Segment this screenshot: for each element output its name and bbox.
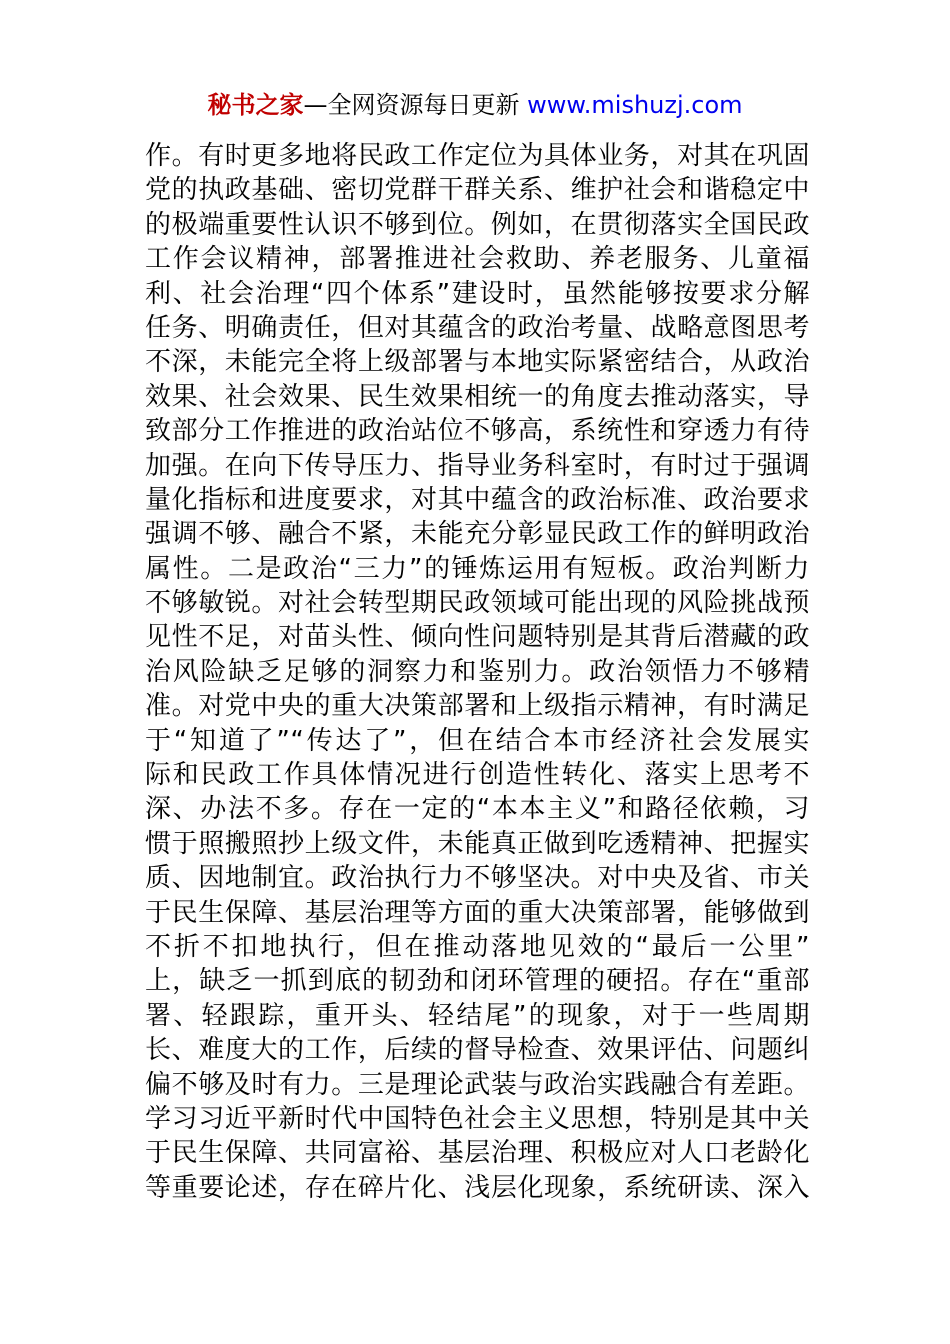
text-line: 准。对党中央的重大决策部署和上级指示精神，有时满足 bbox=[145, 691, 810, 722]
text-line: 等重要论述，存在碎片化、浅层化现象，系统研读、深入 bbox=[145, 1172, 810, 1203]
text-line: 惯于照搬照抄上级文件，未能真正做到吃透精神、把握实 bbox=[145, 828, 810, 859]
text-line: 利、社会治理“四个体系”建设时，虽然能够按要求分解 bbox=[145, 278, 810, 309]
text-line: 致部分工作推进的政治站位不够高，系统性和穿透力有待 bbox=[145, 416, 810, 447]
text-line: 于“知道了”“传达了”，但在结合本市经济社会发展实 bbox=[145, 725, 810, 756]
text-line: 偏不够及时有力。三是理论武装与政治实践融合有差距。 bbox=[145, 1069, 810, 1100]
text-line: 量化指标和进度要求，对其中蕴含的政治标准、政治要求 bbox=[145, 484, 810, 515]
site-slogan: —全网资源每日更新 bbox=[303, 91, 528, 119]
text-line: 作。有时更多地将民政工作定位为具体业务，对其在巩固 bbox=[145, 141, 810, 171]
text-line: 学习习近平新时代中国特色社会主义思想，特别是其中关 bbox=[145, 1103, 810, 1134]
site-url-link[interactable]: www.mishuzj.com bbox=[527, 91, 743, 119]
text-line: 党的执政基础、密切党群干群关系、维护社会和谐稳定中 bbox=[145, 175, 810, 206]
text-line: 见性不足，对苗头性、倾向性问题特别是其背后潜藏的政 bbox=[145, 622, 810, 653]
page-header bbox=[0, 88, 950, 122]
text-line: 于民生保障、基层治理等方面的重大决策部署，能够做到 bbox=[145, 897, 810, 928]
document-body bbox=[145, 139, 810, 1205]
text-line: 加强。在向下传导压力、指导业务科室时，有时过于强调 bbox=[145, 450, 810, 481]
text-line: 不够敏锐。对社会转型期民政领域可能出现的风险挑战预 bbox=[145, 588, 810, 619]
text-line: 于民生保障、共同富裕、基层治理、积极应对人口老龄化 bbox=[145, 1138, 810, 1169]
text-line: 强调不够、融合不紧，未能充分彰显民政工作的鲜明政治 bbox=[145, 519, 810, 550]
text-line: 效果、社会效果、民生效果相统一的角度去推动落实，导 bbox=[145, 381, 810, 412]
text-line: 质、因地制宜。政治执行力不够坚决。对中央及省、市关 bbox=[145, 863, 810, 894]
text-line: 治风险缺乏足够的洞察力和鉴别力。政治领悟力不够精 bbox=[145, 656, 810, 687]
text-line: 不折不扣地执行，但在推动落地见效的“最后一公里” bbox=[145, 931, 810, 962]
text-line: 属性。二是政治“三力”的锤炼运用有短板。政治判断力 bbox=[145, 553, 810, 584]
text-line: 不深，未能完全将上级部署与本地实际紧密结合，从政治 bbox=[145, 347, 810, 378]
text-line: 际和民政工作具体情况进行创造性转化、落实上思考不 bbox=[145, 760, 810, 791]
text-line: 署、轻跟踪，重开头、轻结尾”的现象，对于一些周期 bbox=[145, 1000, 810, 1031]
text-line: 工作会议精神，部署推进社会救助、养老服务、儿童福 bbox=[145, 244, 810, 275]
text-line: 深、办法不多。存在一定的“本本主义”和路径依赖，习 bbox=[145, 794, 810, 825]
text-line: 的极端重要性认识不够到位。例如，在贯彻落实全国民政 bbox=[145, 209, 810, 240]
text-line: 长、难度大的工作，后续的督导检查、效果评估、问题纠 bbox=[145, 1035, 810, 1066]
text-line: 上，缺乏一抓到底的韧劲和闭环管理的硬招。存在“重部 bbox=[145, 966, 810, 997]
text-line: 任务、明确责任，但对其蕴含的政治考量、战略意图思考 bbox=[145, 312, 810, 343]
site-brand: 秘书之家 bbox=[207, 91, 304, 119]
